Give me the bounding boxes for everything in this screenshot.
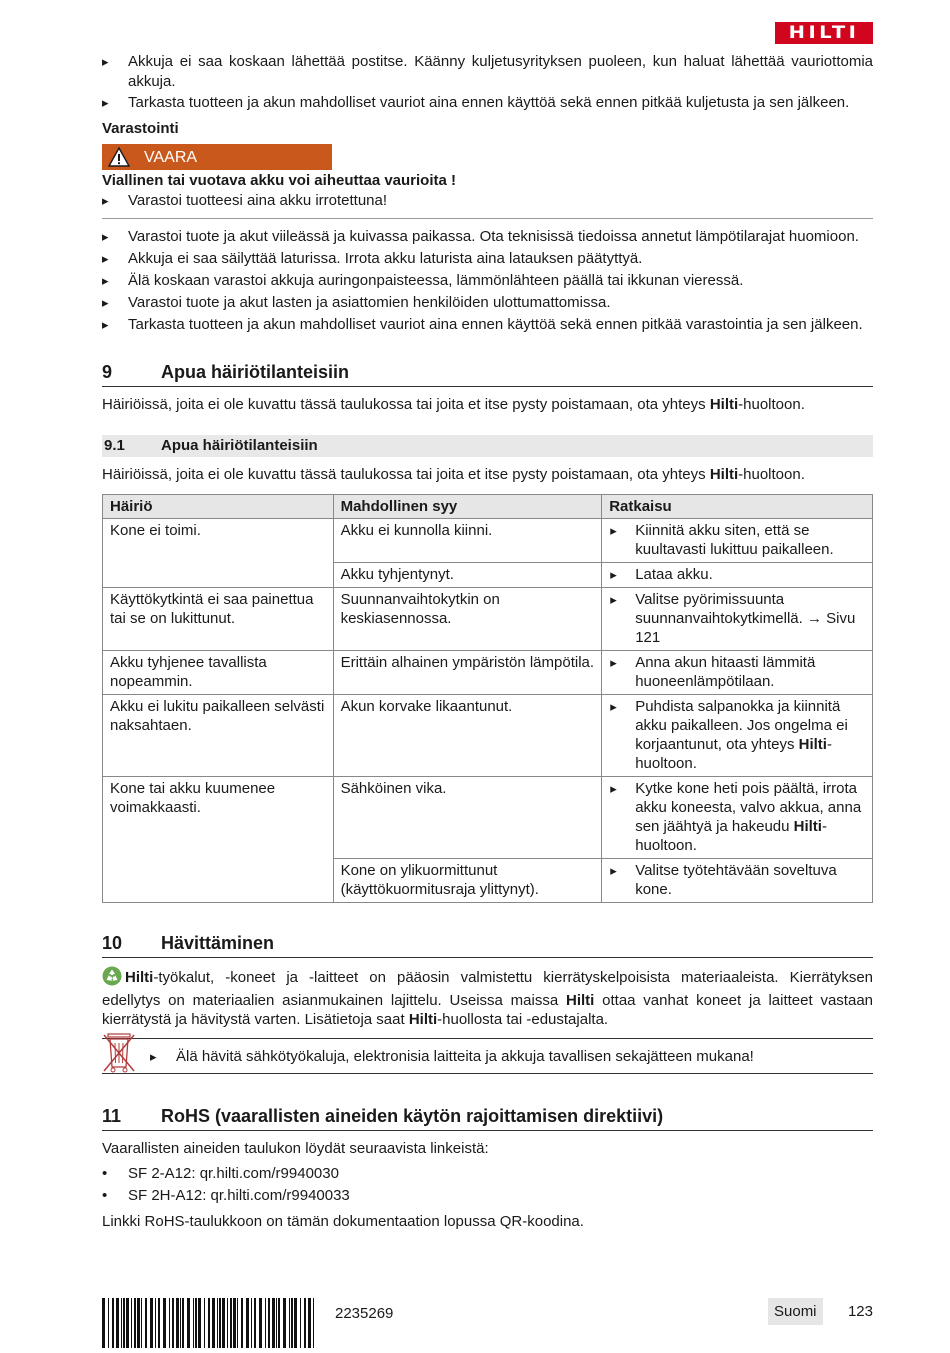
- main-content: [102, 52, 873, 1231]
- crossed-out-bin-icon: [102, 1031, 148, 1081]
- waste-item: ▸ Älä hävitä sähkötyökaluja, elektronisia laitteita ja akkuja tavallisen sekajätteen mukana!: [150, 1047, 754, 1066]
- section-title: Hävittäminen: [161, 933, 275, 953]
- warning-title-suffix: !: [446, 172, 457, 189]
- solution-cell: [602, 777, 873, 859]
- language-tag: Suomi: [768, 1298, 823, 1325]
- storage-list: [102, 227, 873, 334]
- divider: [102, 218, 873, 219]
- section-9-1-heading: [102, 435, 873, 457]
- section-9-1-text: [102, 465, 873, 484]
- warning-title-text: Viallinen tai vuotava akku voi aiheuttaa vaurioita: [102, 172, 447, 189]
- waste-line: [102, 1038, 873, 1074]
- section-9-text: [102, 395, 873, 414]
- list-item: ▸ Älä koskaan varastoi akkuja auringonpaisteessa, lämmönlähteen päällä tai ikkunan vieressä.: [102, 271, 873, 290]
- fault-cell: Kone ei toimi.: [103, 519, 334, 588]
- section-10-text: [102, 966, 873, 1029]
- list-item: ▸ Akkuja ei saa säilyttää laturissa. Irrota akku laturista aina latauksen päätyttyä.: [102, 249, 873, 268]
- solution-cell: ▸ Kiinnitä akku siten, että se kuultavasti lukittuu paikalleen.: [602, 519, 873, 563]
- brand-name: Hilti: [709, 466, 739, 483]
- section-title: Apua häiriötilanteisiin: [161, 437, 318, 454]
- table-row: [103, 588, 873, 651]
- page-reference-link[interactable]: → Sivu 121: [635, 610, 856, 646]
- recycle-icon: [102, 966, 122, 991]
- solution-cell: [602, 588, 873, 651]
- cause-cell: Kone on ylikuormittunut (käyttökuormitusraja ylittynyt).: [333, 859, 602, 903]
- list-item: ▸ Tarkasta tuotteen ja akun mahdolliset vauriot aina ennen käyttöä sekä ennen pitkää kuljetusta ja sen jälkeen.: [102, 93, 873, 113]
- rohs-link-item[interactable]: • SF 2H-A12: qr.hilti.com/r9940033: [102, 1186, 873, 1205]
- page-number: 123: [847, 1303, 873, 1320]
- section-number: 9.1: [104, 437, 125, 454]
- solution-cell: ▸ Lataa akku.: [602, 563, 873, 588]
- solution-text: Valitse pyörimissuunta suunnanvaihtokytkimellä.: [635, 591, 803, 627]
- text: Häiriöissä, joita ei ole kuvattu tässä taulukossa tai joita et itse pysty poistamaan, ota yhteys: [102, 396, 710, 413]
- cause-cell: Akun korvake likaantunut.: [333, 695, 602, 777]
- hilti-logo: HILTI: [775, 22, 873, 44]
- section-10-heading: [102, 931, 873, 958]
- table-row: [103, 777, 873, 859]
- warning-title: [102, 171, 873, 190]
- section-9-heading: [102, 360, 873, 387]
- solution-cell: ▸ Valitse työtehtävään soveltuva kone.: [602, 859, 873, 903]
- brand-name: Hilti: [709, 396, 739, 413]
- document-number: 2235269: [335, 1305, 394, 1322]
- text: -huoltoon.: [738, 396, 805, 413]
- text: ottaa vanhat koneet ja laitteet vastaan kierrätystä ja hävitystä varten. Lisätietoja saat: [102, 992, 873, 1028]
- warning-item: ▸ Varastoi tuotteesi aina akku irrotettuna!: [102, 191, 873, 210]
- table-header-row: [103, 495, 873, 519]
- rohs-link-item[interactable]: • SF 2-A12: qr.hilti.com/r9940030: [102, 1164, 873, 1183]
- text: -huoltoon.: [738, 466, 805, 483]
- text: -huollosta tai -edustajalta.: [437, 1011, 609, 1028]
- solution-text: Puhdista salpanokka ja kiinnitä akku paikalleen. Jos ongelma ei korjaantunut, ota yhteys: [635, 698, 848, 753]
- column-header: Ratkaisu: [602, 495, 873, 519]
- section-number: 10: [102, 933, 123, 953]
- text: -työkalut, -koneet ja -laitteet on pääosin valmistettu kierrätyskelpoisista materiaaleista. Kierrätyksen edellytys on materiaalien asianmukainen lajittelu. Useissa maissa: [102, 969, 873, 1009]
- section-number: 9: [102, 362, 113, 382]
- column-header: Häiriö: [103, 495, 334, 519]
- cause-cell: Sähköinen vika.: [333, 777, 602, 859]
- cause-cell: Suunnanvaihtokytkin on keskiasennossa.: [333, 588, 602, 651]
- page-footer: [102, 1298, 873, 1348]
- table-row: [103, 651, 873, 695]
- solution-cell: ▸ Anna akun hitaasti lämmitä huoneenlämpötilaan.: [602, 651, 873, 695]
- warning-icon: [102, 144, 136, 170]
- waste-notice: [102, 1038, 873, 1074]
- column-header: Mahdollinen syy: [333, 495, 602, 519]
- solution-text: -huoltoon.: [635, 736, 832, 772]
- fault-cell: Akku tyhjenee tavallista nopeammin.: [103, 651, 334, 695]
- brand-name: Hilti: [798, 736, 827, 753]
- table-row: [103, 519, 873, 563]
- list-item: ▸ Varastoi tuote ja akut lasten ja asiattomien henkilöiden ulottumattomissa.: [102, 293, 873, 312]
- solution-text: Kytke kone heti pois päältä, irrota akku koneesta, valvo akkua, anna sen jäähtyä ja hakeudu: [635, 780, 862, 835]
- cause-cell: Akku ei kunnolla kiinni.: [333, 519, 602, 563]
- cause-cell: Akku tyhjentynyt.: [333, 563, 602, 588]
- section-11-intro: Vaarallisten aineiden taulukon löydät seuraavista linkeistä:: [102, 1140, 489, 1157]
- section-number: 11: [102, 1106, 122, 1126]
- cause-cell: Erittäin alhainen ympäristön lämpötila.: [333, 651, 602, 695]
- barcode: [102, 1298, 316, 1348]
- brand-name: Hilti: [125, 969, 154, 986]
- solution-text: -huoltoon.: [635, 818, 827, 854]
- section-11-heading: [102, 1104, 873, 1131]
- warning-label: VAARA: [144, 148, 198, 166]
- fault-cell: Kone tai akku kuumenee voimakkaasti.: [103, 777, 334, 903]
- troubleshooting-table: [102, 494, 873, 903]
- list-item: ▸ Varastoi tuote ja akut viileässä ja kuivassa paikassa. Ota teknisissä tiedoissa annetut lämpötilarajat huomioon.: [102, 227, 873, 246]
- table-row: [103, 695, 873, 777]
- brand-name: Hilti: [566, 992, 595, 1009]
- fault-cell: Käyttökytkintä ei saa painettua tai se on lukittunut.: [103, 588, 334, 651]
- brand-name: Hilti: [793, 818, 822, 835]
- text: Häiriöissä, joita ei ole kuvattu tässä taulukossa tai joita et itse pysty poistamaan, ota yhteys: [102, 466, 710, 483]
- solution-cell: [602, 695, 873, 777]
- section-title: Apua häiriötilanteisiin: [161, 362, 350, 382]
- storage-heading: Varastointi: [102, 120, 179, 137]
- fault-cell: Akku ei lukitu paikalleen selvästi naksahtaen.: [103, 695, 334, 777]
- brand-name: Hilti: [408, 1011, 438, 1028]
- list-item: ▸ Tarkasta tuotteen ja akun mahdolliset vauriot aina ennen käyttöä sekä ennen pitkää varastointia ja sen jälkeen.: [102, 315, 873, 334]
- section-11-outro: Linkki RoHS-taulukkoon on tämän dokumentaation lopussa QR-koodina.: [102, 1213, 584, 1230]
- list-item: ▸ Akkuja ei saa koskaan lähettää postitse. Käänny kuljetusyrityksen puoleen, kun haluat lähettää vauriottomia akkuja.: [102, 52, 873, 92]
- transport-list: [102, 52, 873, 113]
- section-title: RoHS (vaarallisten aineiden käytön rajoittamisen direktiivi): [161, 1106, 664, 1126]
- warning-banner: [102, 144, 332, 170]
